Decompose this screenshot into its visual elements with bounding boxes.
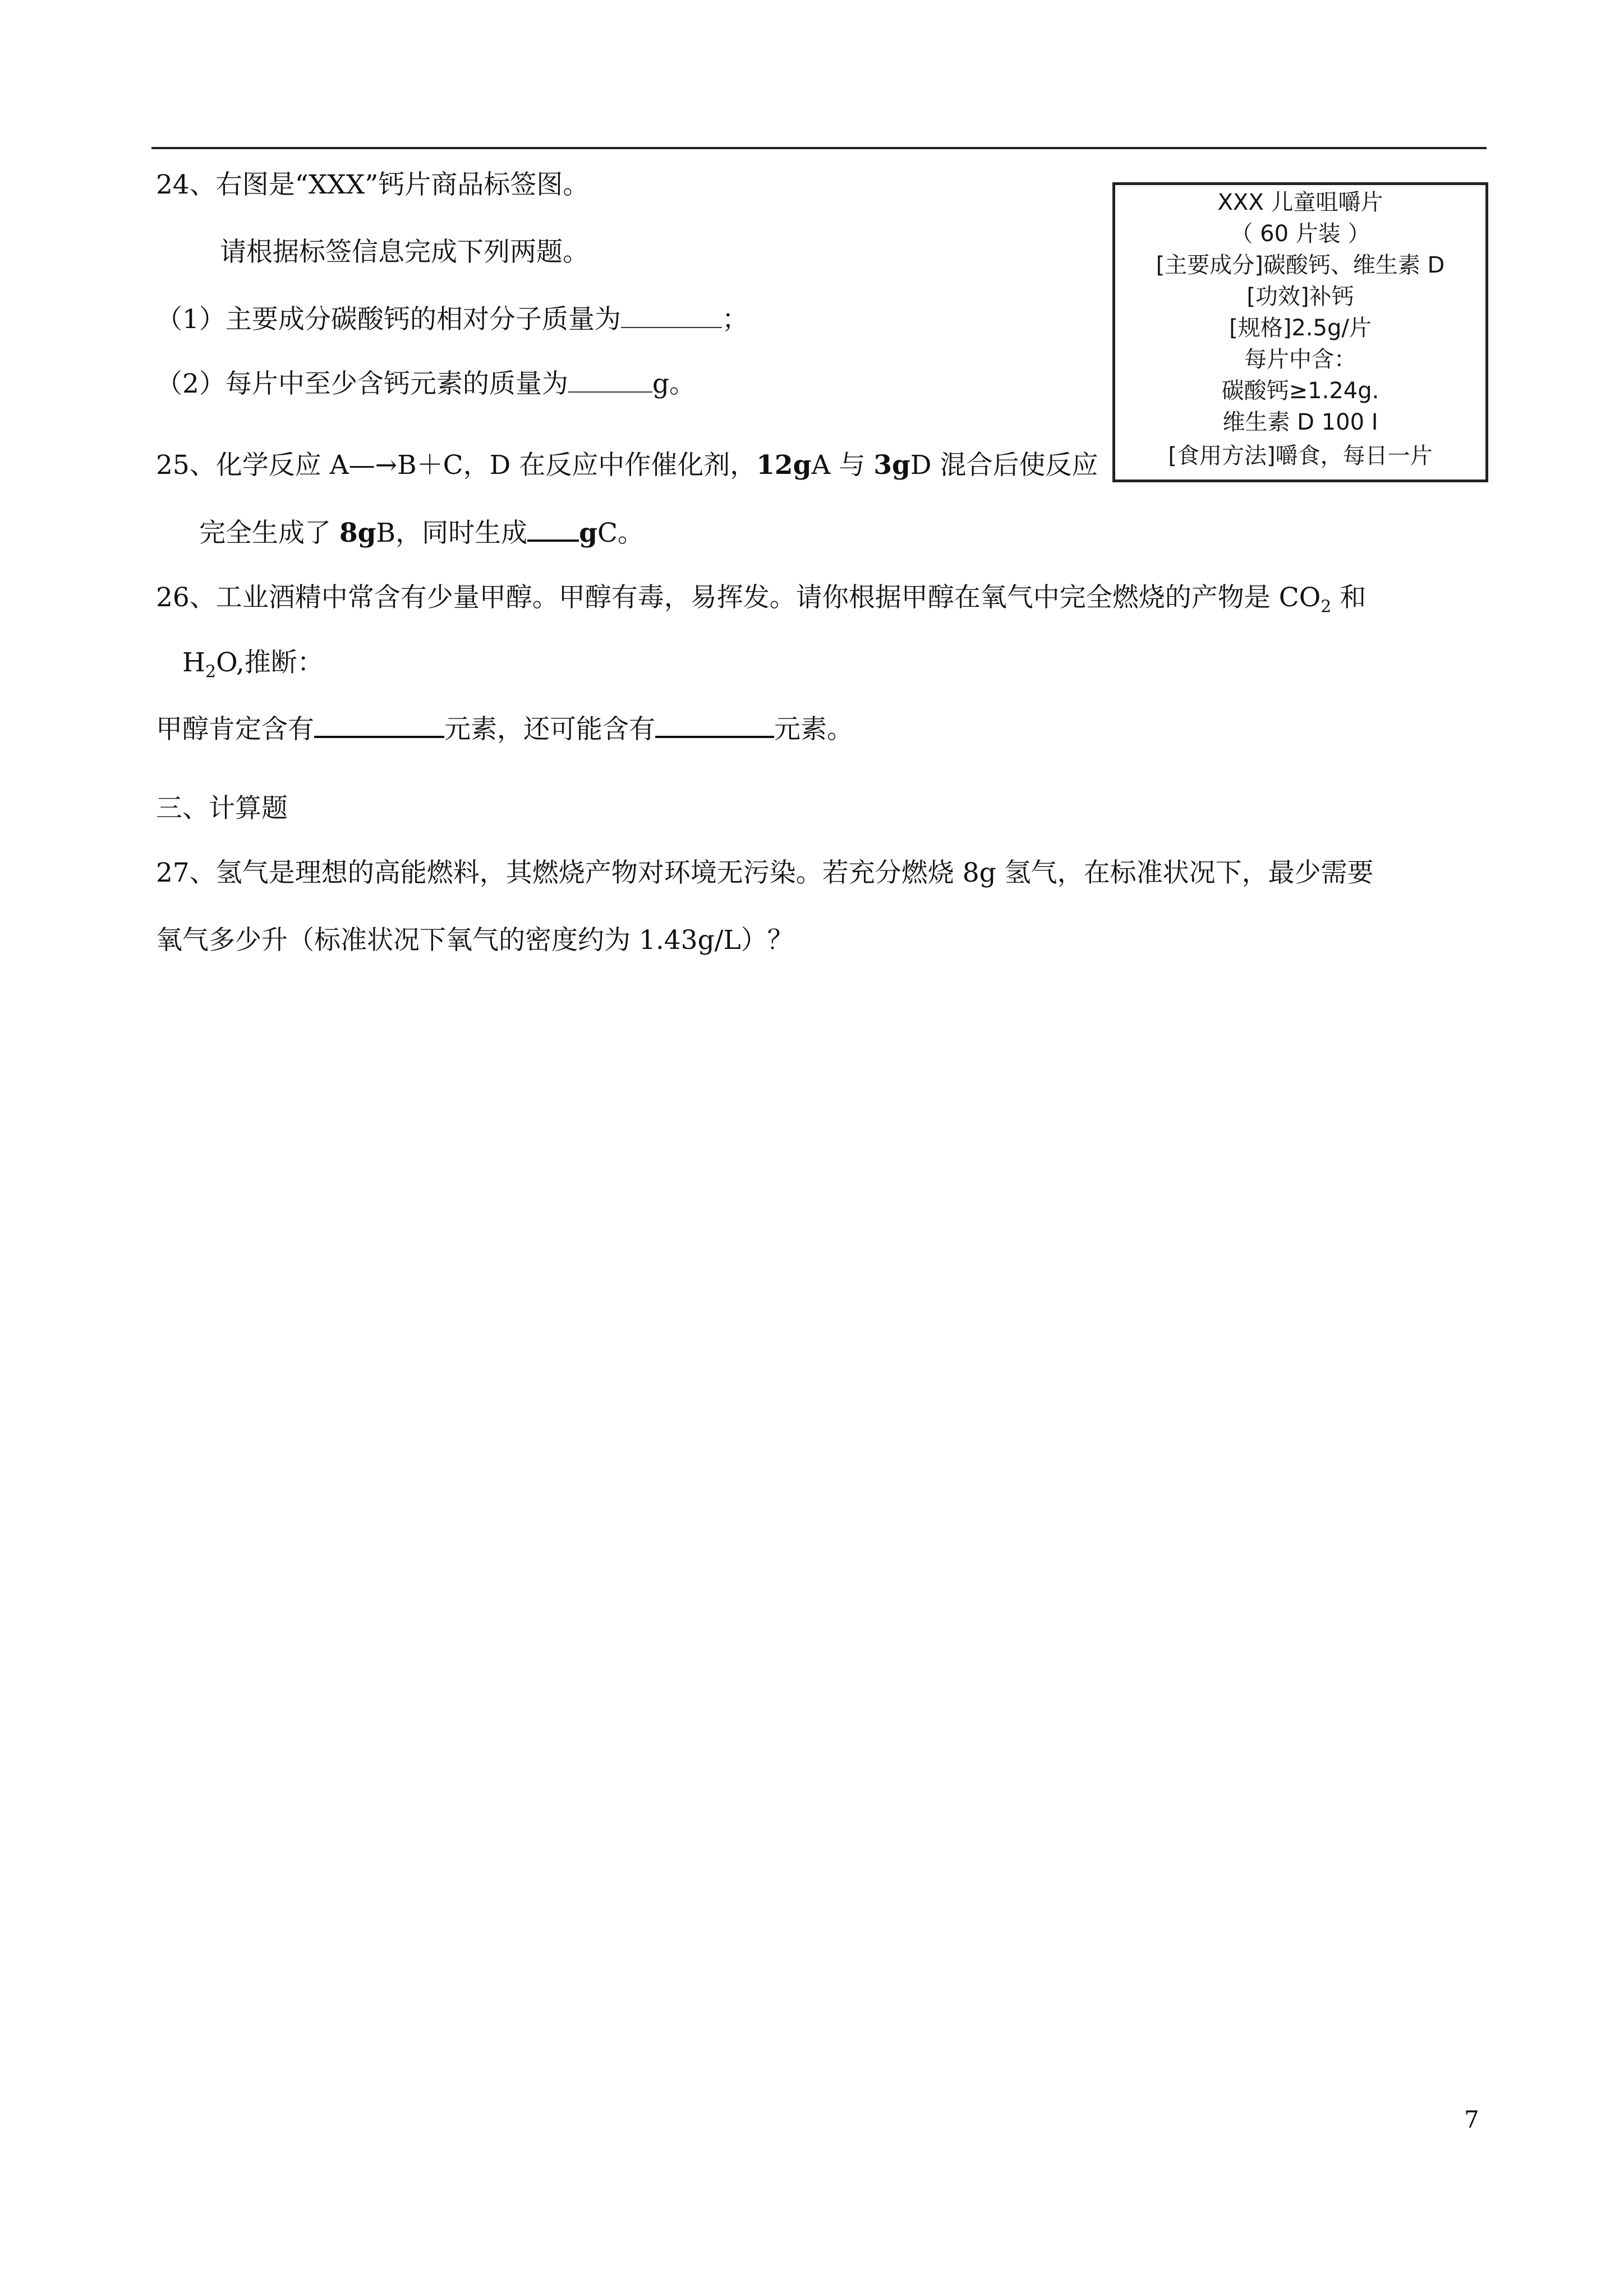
q26-h2o-subscript: 2 (205, 662, 217, 682)
q26-line2-b: O,推断： (216, 647, 324, 678)
q26-line2 (182, 646, 324, 680)
label-per-tablet-heading: 每片中含： (1244, 347, 1356, 372)
q26-line3-a: 甲醇肯定含有 (156, 714, 314, 745)
q24-part2-answer-blank[interactable] (568, 369, 652, 393)
q25-mass-d: 3g (873, 450, 910, 481)
q24-part2 (156, 367, 696, 401)
q24-part1-answer-blank[interactable] (621, 305, 722, 328)
label-vitamin-d-content: 维生素 D 100 I (1222, 409, 1378, 435)
q25-line2 (199, 515, 644, 550)
q24-title: 24、右图是“XXX”钙片商品标签图。 (156, 169, 590, 200)
section-3-title: 三、计算题 (156, 793, 288, 824)
label-usage: [食用方法]嚼食，每日一片 (1168, 443, 1433, 469)
q26-answer-blank-2[interactable] (655, 711, 774, 738)
q24-part2-prefix: （2）每片中至少含钙元素的质量为 (156, 368, 568, 399)
q26-line3-c: 元素。 (774, 714, 853, 745)
label-main-ingredients: [主要成分]碳酸钙、维生素 D (1156, 252, 1445, 278)
q25-answer-blank[interactable] (527, 515, 579, 542)
q26-line1 (156, 581, 1366, 615)
q24-part1-prefix: （1）主要成分碳酸钙的相对分子质量为 (156, 304, 621, 335)
q26-line3 (156, 711, 853, 746)
q24-part1-suffix: ； (721, 304, 748, 335)
label-effect: [功效]补钙 (1246, 284, 1354, 310)
q25-mass-a: 12g (756, 450, 812, 481)
q24-part1 (156, 303, 748, 336)
page-number: 7 (1464, 2106, 1479, 2133)
header-rule (151, 147, 1487, 149)
q25-line2-a: 完全生成了 (199, 518, 339, 548)
q24-part2-suffix: g。 (652, 368, 696, 399)
q26-h: H (182, 647, 205, 678)
q25-unit-g: g (579, 518, 597, 548)
calcium-tablet-label (1112, 182, 1488, 482)
q25-mass-b: 8g (339, 518, 376, 548)
q26-text-b: 和 (1331, 582, 1367, 613)
q26-text-a: 26、工业酒精中常含有少量甲醇。甲醇有毒，易挥发。请你根据甲醇在氧气中完全燃烧的产物是 CO (156, 582, 1321, 613)
q25-text-c: D 混合后使反应 (910, 450, 1098, 481)
label-calcium-carbonate-content: 碳酸钙≥1.24g. (1221, 378, 1379, 404)
q27-line2: 氧气多少升（标准状况下氧气的密度约为 1.43g/L）？ (156, 925, 794, 956)
q25-line2-c: C。 (597, 518, 644, 548)
q26-answer-blank-1[interactable] (314, 711, 444, 738)
q25-text-a: 25、化学反应 A—→B＋C，D 在反应中作催化剂， (156, 450, 757, 481)
q27-line1: 27、氢气是理想的高能燃料，其燃烧产物对环境无污染。若充分燃烧 8g 氢气，在标准状况下，最少需要 (156, 857, 1374, 888)
label-package-count: （ 60 片装 ） (1230, 221, 1370, 247)
q25-line2-b: B，同时生成 (376, 518, 528, 548)
q25-line1 (156, 449, 1098, 482)
q25-text-b: A 与 (811, 450, 874, 481)
label-product-name: XXX 儿童咀嚼片 (1217, 190, 1383, 215)
q26-co2-subscript: 2 (1321, 597, 1332, 617)
q24-instruction: 请根据标签信息完成下列两题。 (220, 237, 589, 268)
q26-line3-b: 元素，还可能含有 (444, 714, 655, 745)
label-specification: [规格]2.5g/片 (1229, 315, 1372, 341)
